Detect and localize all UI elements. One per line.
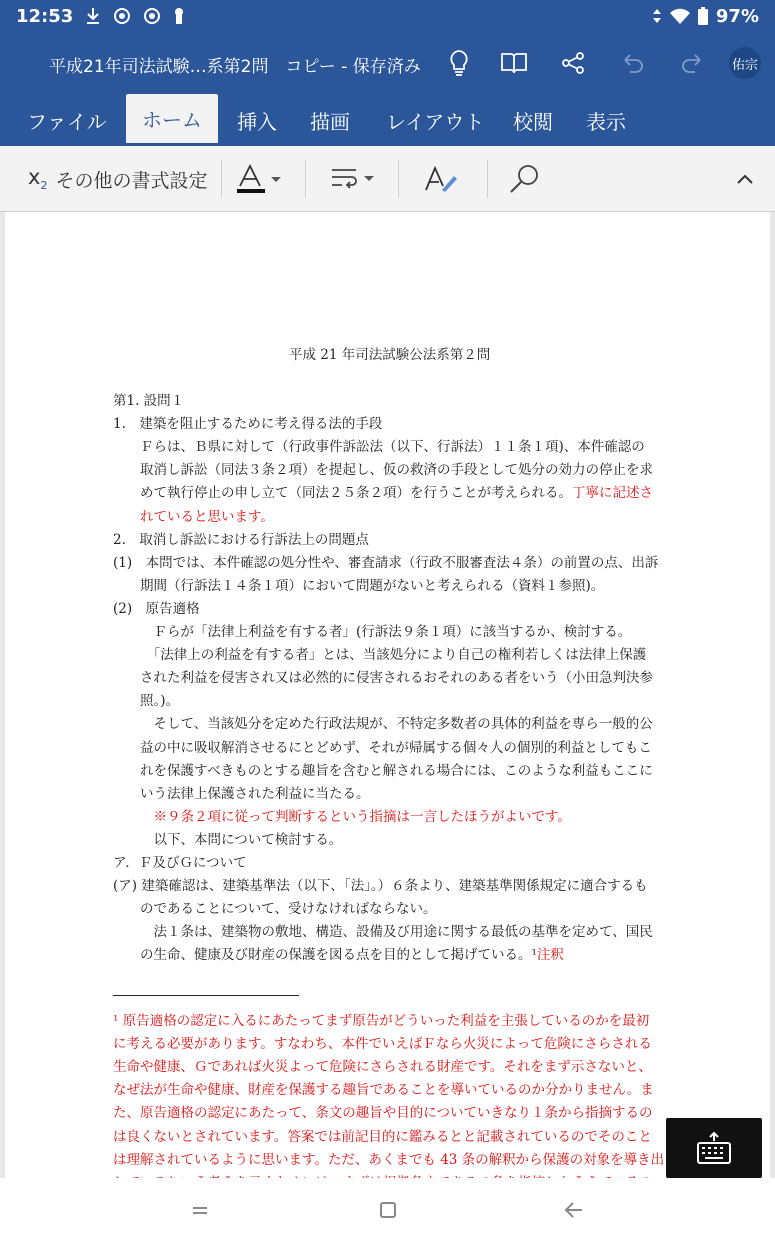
- review-comment-text: れていると思います。: [113, 508, 274, 525]
- document-line: [113, 435, 645, 455]
- document-line: [113, 620, 631, 640]
- review-comment-text: 注釈: [536, 947, 564, 964]
- more-format-button[interactable]: [28, 156, 207, 202]
- document-line: [113, 828, 342, 848]
- avatar[interactable]: 佑宗: [729, 47, 761, 79]
- tab-review[interactable]: 校閲: [513, 109, 553, 134]
- footnote-line: 生命や健康、Ｇであれば火災よって危険にさらされる財産です。それをまず示さないと、: [113, 1059, 652, 1076]
- line-text: 以下、本問について検討する。: [113, 831, 343, 848]
- line-text: 第1. 設問１: [113, 393, 185, 409]
- status-time: 12:53: [16, 5, 74, 27]
- document-line: [113, 805, 571, 825]
- review-comment-text: 丁寧に記述さ: [572, 485, 653, 502]
- document-page[interactable]: [5, 212, 770, 1192]
- divider: [398, 160, 399, 198]
- document-line: [113, 943, 564, 963]
- find-button[interactable]: [508, 156, 542, 202]
- tab-draw[interactable]: 描画: [310, 109, 350, 134]
- line-text: (ア) 建築確認は、建築基準法（以下、｢法｣。）６条より、建築基準関係規定に適合するも: [113, 878, 648, 895]
- line-text: そして、当該処分を定めた行政法規が、不特定多数者の具体的利益を専ら一般的公: [113, 716, 653, 733]
- line-text: Ｆらは、Ｂ県に対して（行政事件訴訟法（以下、行訴法）１１条１項)、本件確認の: [113, 439, 645, 456]
- keyboard-icon: [694, 1131, 734, 1165]
- ribbon-toolbar: [0, 146, 775, 212]
- more-format-label: その他の書式設定: [55, 169, 208, 192]
- footnote-line: は理解されているように思います。ただ、あくまでも 43 条の解釈から保護の対象を導き出: [113, 1151, 665, 1168]
- subscript-icon: $x_2$: [28, 165, 48, 193]
- line-text: ア．Ｆ及びＧについて: [113, 855, 247, 871]
- footnote-line: に考える必要があります。すなわち、本件でいえばＦなら火災によって危険にさらされる: [113, 1036, 652, 1053]
- status-bar: [0, 0, 775, 32]
- footnote-line: は良くないとされています。答案では前記目的に鑑みるとと記載されているのでそのこと: [113, 1128, 652, 1145]
- divider: [305, 160, 306, 198]
- footnote-divider: [113, 995, 299, 996]
- text-wrap-icon: [330, 166, 380, 192]
- styles-button[interactable]: [424, 156, 458, 202]
- chevron-up-icon: [736, 173, 754, 185]
- document-line: [113, 689, 179, 709]
- search-icon: [508, 163, 542, 195]
- divider: [487, 160, 488, 198]
- line-text: された利益を侵害され又は必然的に侵害されるおそれのある者をいう（小田急判決参: [113, 670, 653, 687]
- recents-icon[interactable]: [186, 1196, 214, 1224]
- document-line: [113, 528, 369, 548]
- document-line: [113, 389, 184, 409]
- footnote-line: なぜ法が生命や健康、財産を保護する趣旨であることを導いているのか分かりません。ま: [113, 1082, 654, 1099]
- document-line: [113, 643, 646, 663]
- document-line: [113, 897, 436, 917]
- document-line: [113, 551, 658, 571]
- footnote-line: ¹ 原告適格の認定に入るにあたってまず原告がどういった利益を主張しているのかを最初: [113, 1013, 650, 1029]
- document-line: [113, 851, 247, 871]
- document-line: [113, 736, 652, 756]
- divider: [221, 160, 222, 198]
- wifi-icon: [670, 8, 690, 24]
- document-line: [113, 505, 274, 525]
- document-line: [113, 666, 653, 686]
- share-icon[interactable]: [556, 46, 590, 80]
- line-text: 照。)。: [113, 693, 180, 710]
- document-line: [113, 712, 653, 732]
- line-text: の生命、健康及び財産の保護を図る点を目的として掲げている。¹: [113, 947, 537, 964]
- review-comment-text: ※９条２項に従って判断するという指摘は一言したほうがよいです。: [113, 808, 571, 825]
- line-text: Ｆらが「法律上利益を有する者」(行訴法９条１項）に該当するか、検討する。: [113, 624, 632, 640]
- line-text: 2. 取消し訴訟における行訴法上の問題点: [113, 531, 369, 548]
- line-text: 法１条は、建築物の敷地、構造、設備及び用途に関する最低の基準を定めて、国民: [113, 924, 653, 941]
- collapse-ribbon-button[interactable]: [736, 156, 754, 202]
- line-text: 1. 建築を阻止するために考え得る法的手段: [113, 416, 383, 433]
- line-text: (2) 原告適格: [113, 600, 200, 617]
- back-arrow-icon[interactable]: [560, 1196, 588, 1224]
- text-wrap-button[interactable]: [330, 156, 380, 202]
- tab-home[interactable]: ホーム: [126, 94, 218, 146]
- download-icon: [85, 7, 101, 25]
- status-icons: [85, 7, 185, 25]
- font-color-button[interactable]: [235, 156, 285, 202]
- document-line: [113, 481, 653, 501]
- document-line: [113, 412, 382, 432]
- home-square-icon[interactable]: [374, 1196, 402, 1224]
- line-text: めて執行停止の申し立て（同法２５条２項）を行うことが考えられる。: [113, 485, 572, 502]
- line-text: 益の中に吸収解消させるにとどめず、それが帰属する個々人の個別的利益としてもこ: [113, 739, 652, 756]
- tab-view[interactable]: 表示: [586, 109, 626, 134]
- battery-percent: 97%: [715, 5, 759, 27]
- tab-insert[interactable]: 挿入: [237, 109, 277, 134]
- line-text: いう法律上保護された利益に当たる。: [113, 785, 370, 802]
- page-title: 平成 21 年司法試験公法系第２問: [289, 347, 491, 363]
- document-line: [113, 782, 370, 802]
- record-icon: [113, 7, 131, 25]
- line-text: 取消し訴訟（同法３条２項）を提起し、仮の救済の手段として処分の効力の停止を求: [113, 462, 653, 479]
- tab-layout[interactable]: レイアウト: [386, 109, 485, 134]
- line-text: のであることについて、受けなければならない。: [113, 901, 437, 918]
- document-line: [113, 920, 653, 940]
- document-line: [113, 759, 653, 779]
- read-mode-book-icon[interactable]: [497, 46, 531, 80]
- document-line: [113, 874, 648, 894]
- redo-icon[interactable]: [675, 46, 709, 80]
- document-title[interactable]: 平成21年司法試験…系第2問 コピー - 保存済み: [49, 57, 421, 77]
- ribbon-tabs: [0, 94, 775, 146]
- record-icon-2: [143, 7, 161, 25]
- battery-icon: [698, 7, 708, 25]
- document-line: [113, 574, 604, 594]
- line-text: (1) 本問では、本件確認の処分性や、審査請求（行政不服審査法４条）の前置の点、出訴: [113, 554, 659, 571]
- lock-keyhole-icon: [173, 7, 185, 25]
- document-canvas[interactable]: [0, 212, 775, 1178]
- title-bar: [0, 32, 775, 94]
- font-color-icon: [235, 164, 285, 194]
- document-line: [113, 458, 653, 478]
- lightbulb-icon[interactable]: [442, 46, 476, 80]
- keyboard-toggle-button[interactable]: [666, 1118, 762, 1178]
- footnote-line: た、原告適格の認定にあたって、条文の趣旨や目的についていきなり１条から指摘するの: [113, 1105, 653, 1122]
- document-line: [113, 597, 200, 617]
- tab-file[interactable]: ファイル: [27, 109, 107, 134]
- data-arrows-icon: [652, 8, 662, 24]
- line-text: 「法律上の利益を有する者」とは、当該処分により自己の権利若しくは法律上保護: [113, 647, 647, 664]
- line-text: れを保護すべきものとする趣旨を含むと解される場合には、このような利益もここに: [113, 762, 653, 779]
- styles-paintbrush-icon: [424, 164, 458, 194]
- undo-icon[interactable]: [616, 46, 650, 80]
- line-text: 期間（行訴法１４条１項）において問題がないと考えられる（資料１参照)。: [113, 577, 605, 594]
- system-nav-bar: [0, 1178, 775, 1240]
